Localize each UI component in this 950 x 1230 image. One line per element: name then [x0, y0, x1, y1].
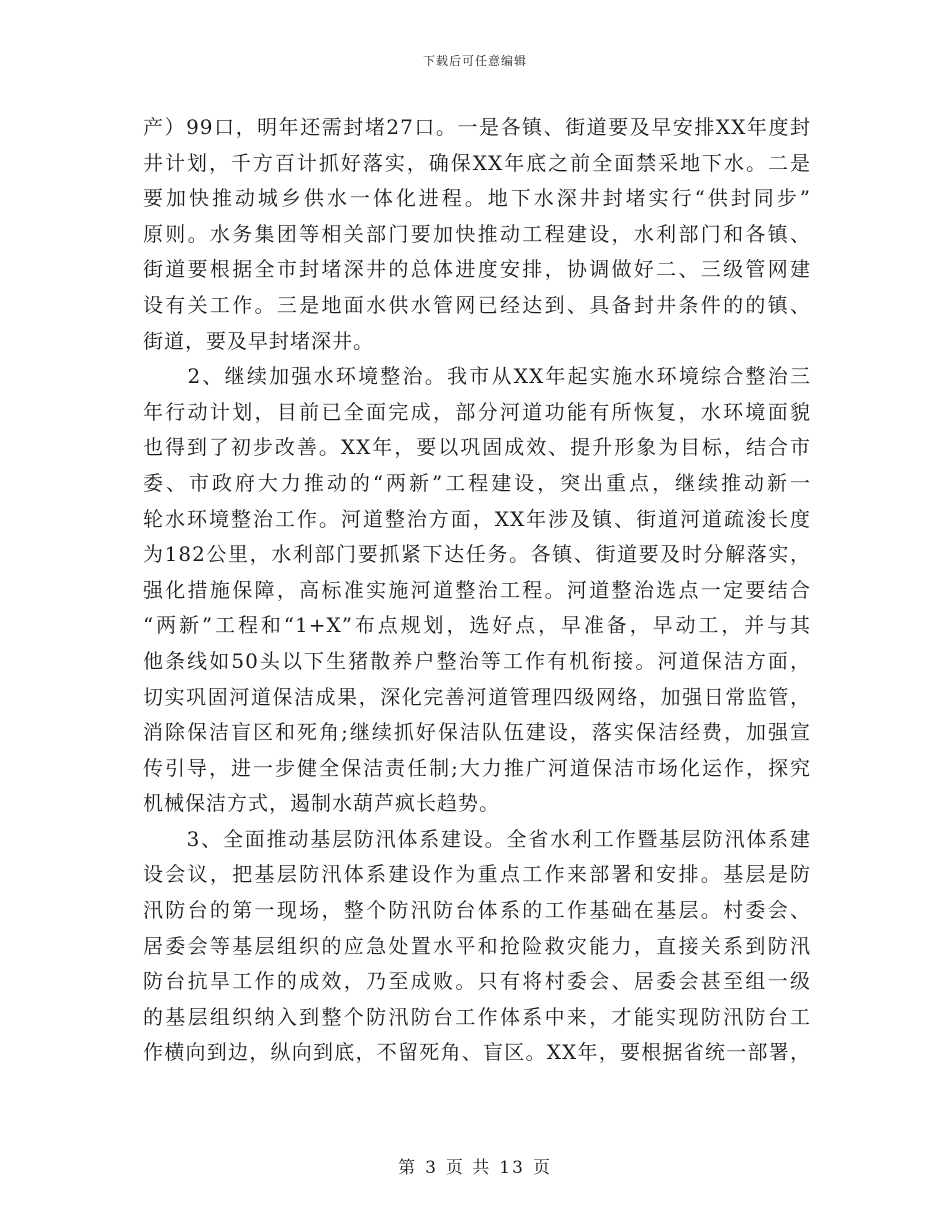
text-line: “两新”工程和“1+X”布点规划，选好点，早准备，早动工，并与其: [143, 613, 811, 638]
footer-middle: 页 共: [445, 1158, 492, 1178]
text-line: 切实巩固河道保洁成果，深化完善河道管理四级网络，加强日常监管，: [143, 684, 811, 709]
text-line: 设会议，把基层防汛体系建设作为重点工作来部署和安排。基层是防: [143, 862, 811, 887]
body-text: [143, 110, 811, 1071]
text-line: 轮水环境整治工作。河道整治方面，XX年涉及镇、街道河道疏浚长度: [143, 506, 811, 531]
text-line: 为182公里，水利部门要抓紧下达任务。各镇、街道要及时分解落实，: [143, 542, 811, 567]
text-line: 作横向到边，纵向到底，不留死角、盲区。XX年，要根据省统一部署，: [143, 1040, 811, 1065]
text-line: 居委会等基层组织的应急处置水平和抢险救灾能力，直接关系到防汛: [143, 933, 811, 958]
text-line: 年行动计划，目前已全面完成，部分河道功能有所恢复，水环境面貌: [143, 399, 811, 424]
text-line: 3、全面推动基层防汛体系建设。全省水利工作暨基层防汛体系建: [143, 826, 811, 851]
footer-prefix: 第: [398, 1158, 418, 1178]
text-line: 他条线如50头以下生猪散养户整治等工作有机衔接。河道保洁方面，: [143, 648, 811, 673]
header-note: 下载后可任意编辑: [422, 54, 527, 68]
footer-suffix: 页: [532, 1158, 552, 1178]
text-line: 要加快推动城乡供水一体化进程。地下水深井封堵实行“供封同步”: [143, 186, 811, 211]
text-line: 也得到了初步改善。XX年，要以巩固成效、提升形象为目标，结合市: [143, 435, 811, 460]
text-line: 消除保洁盲区和死角;继续抓好保洁队伍建设，落实保洁经费，加强宣: [143, 720, 811, 745]
text-line: 传引导，进一步健全保洁责任制;大力推广河道保洁市场化运作，探究: [143, 755, 811, 780]
text-line: 产）99口，明年还需封堵27口。一是各镇、街道要及早安排XX年度封: [143, 115, 811, 139]
footer-page-number: 3: [425, 1158, 438, 1178]
text-line: 强化措施保障，高标准实施河道整治工程。河道整治选点一定要结合: [143, 577, 811, 602]
footer-total-pages: 13: [499, 1158, 525, 1178]
text-line: 2、继续加强水环境整治。我市从XX年起实施水环境综合整治三: [143, 364, 811, 389]
text-line: 机械保洁方式，遏制水葫芦疯长趋势。: [143, 791, 500, 816]
text-line: 防台抗旱工作的成效，乃至成败。只有将村委会、居委会甚至组一级: [143, 969, 811, 994]
text-line: 汛防台的第一现场，整个防汛防台体系的工作基础在基层。村委会、: [143, 898, 811, 923]
text-line: 街道，要及早封堵深井。: [143, 328, 374, 353]
text-line: 设有关工作。三是地面水供水管网已经达到、具备封井条件的的镇、: [143, 292, 811, 317]
text-line: 街道要根据全市封堵深井的总体进度安排，协调做好二、三级管网建: [143, 257, 811, 282]
text-line: 的基层组织纳入到整个防汛防台工作体系中来，才能实现防汛防台工: [143, 1004, 811, 1029]
text-line: 井计划，千方百计抓好落实，确保XX年底之前全面禁采地下水。二是: [143, 150, 811, 175]
text-line: 委、市政府大力推动的“两新”工程建设，突出重点，继续推动新一: [143, 470, 811, 495]
text-line: 原则。水务集团等相关部门要加快推动工程建设，水利部门和各镇、: [143, 221, 811, 246]
page-footer: [0, 1153, 950, 1178]
